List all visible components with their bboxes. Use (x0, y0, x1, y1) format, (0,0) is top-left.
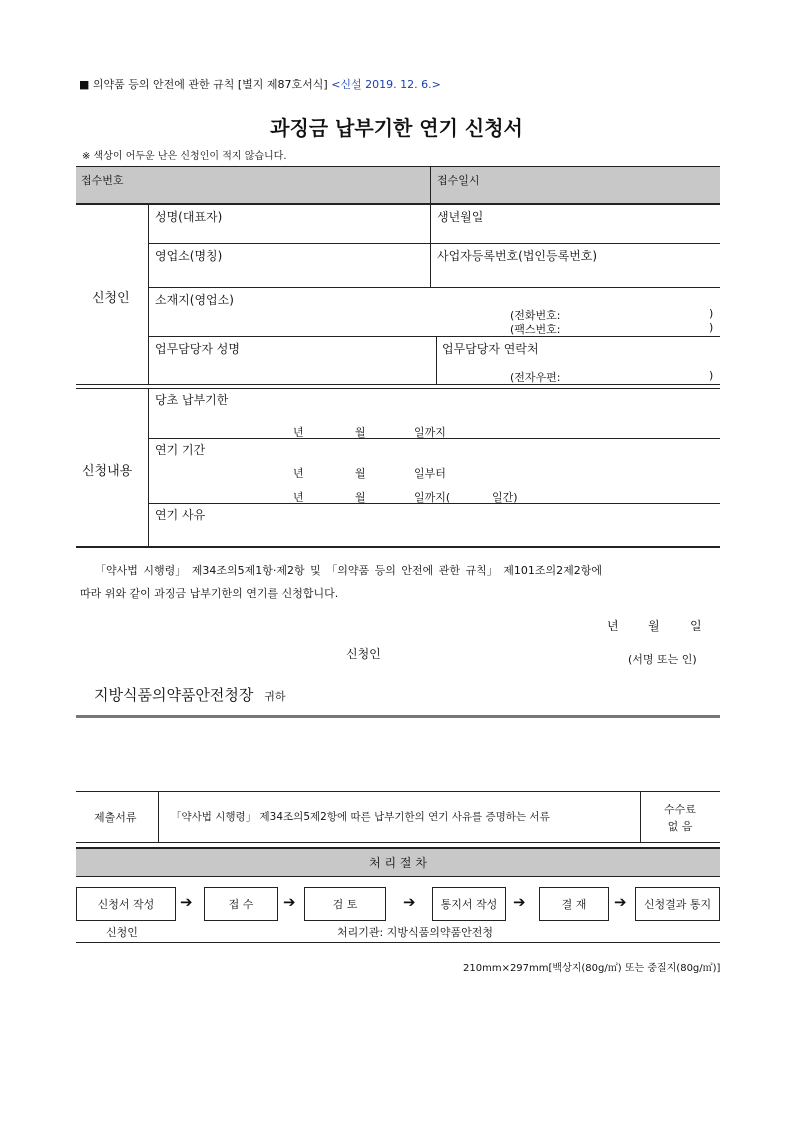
procedure-title: 처 리 절 차 (369, 856, 427, 870)
step-result-label: 신청결과 통지 (643, 898, 712, 911)
business-name-label: 영업소(명칭) (155, 249, 223, 263)
from-month: 월 (355, 467, 366, 480)
fax-close: ) (709, 321, 714, 334)
arrow-icon: ➔ (180, 893, 193, 911)
to-until: 일까지( (414, 491, 451, 504)
fee-value: 없 음 (667, 820, 693, 833)
step-approval-label: 결 재 (561, 898, 587, 911)
to-year: 년 (293, 491, 304, 504)
deadline-month: 월 (355, 426, 366, 439)
instruction-note: ※ 색상이 어두운 난은 신청인이 적지 않습니다. (82, 151, 287, 162)
section-divider (76, 715, 720, 718)
email-label: (전자우편: (510, 371, 561, 384)
birth-label: 생년월일 (437, 210, 484, 224)
original-deadline-label: 당초 납부기한 (155, 393, 229, 407)
addressee (94, 684, 285, 705)
reason-label: 연기 사유 (155, 508, 206, 522)
procedure-header (76, 847, 720, 877)
step-application (76, 887, 176, 921)
date-month: 월 (648, 619, 660, 633)
date-day: 일 (690, 619, 702, 633)
fax-label: (팩스번호: (510, 323, 561, 336)
applicant-sign-label: 신청인 (346, 647, 381, 661)
step-review (304, 887, 386, 921)
arrow-icon: ➔ (513, 893, 526, 911)
documents-label: 제출서류 (94, 811, 137, 824)
step-receipt-label: 접 수 (228, 898, 254, 911)
step-notice-label: 통지서 작성 (440, 898, 498, 911)
email-close: ) (709, 369, 714, 382)
phone-close: ) (709, 307, 714, 320)
arrow-icon: ➔ (403, 893, 416, 911)
receipt-row (76, 166, 720, 204)
statement-line-1: 「약사법 시행령」 제34조의5제1항·제2항 및 「의약품 등의 안전에 관한 규칙」 제101조의2제2항에 (95, 564, 602, 577)
arrow-icon: ➔ (283, 893, 296, 911)
arrow-icon: ➔ (614, 893, 627, 911)
name-label: 성명(대표자) (155, 210, 223, 224)
legal-ref-text: ■ 의약품 등의 안전에 관한 규칙 [별지 제87호서식] (79, 78, 328, 91)
step-receipt (204, 887, 278, 921)
staff-name-label: 업무담당자 성명 (155, 342, 240, 356)
receipt-number-label: 접수번호 (81, 174, 124, 187)
step-review-label: 검 토 (332, 898, 358, 911)
step-application-label: 신청서 작성 (97, 898, 155, 911)
to-days: 일간) (492, 491, 518, 504)
step-approval (539, 887, 609, 921)
documents-content: 「약사법 시행령」 제34조의5제2항에 따른 납부기한의 연기 사유를 증명하는 서류 (171, 811, 550, 823)
addressee-suffix: 귀하 (264, 690, 286, 703)
from-year: 년 (293, 467, 304, 480)
deadline-year: 년 (293, 426, 304, 439)
applicant-role-note: 신청인 (106, 926, 138, 939)
receipt-date-label: 접수일시 (437, 174, 480, 187)
registration-number-label: 사업자등록번호(법인등록번호) (437, 249, 598, 263)
from-day: 일부터 (414, 467, 446, 480)
staff-contact-label: 업무담당자 연락처 (442, 342, 539, 356)
request-section-label: 신청내용 (82, 464, 133, 479)
agency-role-note: 처리기관: 지방식품의약품안전청 (337, 926, 493, 939)
paper-spec: 210mm×297mm[백상지(80g/㎡) 또는 중질지(80g/㎡)] (463, 963, 721, 974)
period-label: 연기 기간 (155, 443, 206, 457)
page-title: 과징금 납부기한 연기 신청서 (270, 116, 523, 140)
phone-label: (전화번호: (510, 309, 561, 322)
statement-line-2: 따라 위와 같이 과징금 납부기한의 연기를 신청합니다. (80, 587, 339, 600)
legal-reference (79, 76, 441, 92)
applicant-section-label: 신청인 (92, 291, 130, 306)
legal-new-date: <신설 2019. 12. 6.> (331, 78, 441, 91)
address-label: 소재지(영업소) (155, 293, 234, 307)
step-result (635, 887, 720, 921)
deadline-until: 일까지 (414, 426, 446, 439)
fee-label: 수수료 (664, 803, 696, 816)
date-year: 년 (607, 619, 619, 633)
step-notice (432, 887, 506, 921)
to-month: 월 (355, 491, 366, 504)
signature-note: (서명 또는 인) (628, 653, 697, 666)
addressee-name: 지방식품의약품안전청장 (94, 686, 254, 704)
